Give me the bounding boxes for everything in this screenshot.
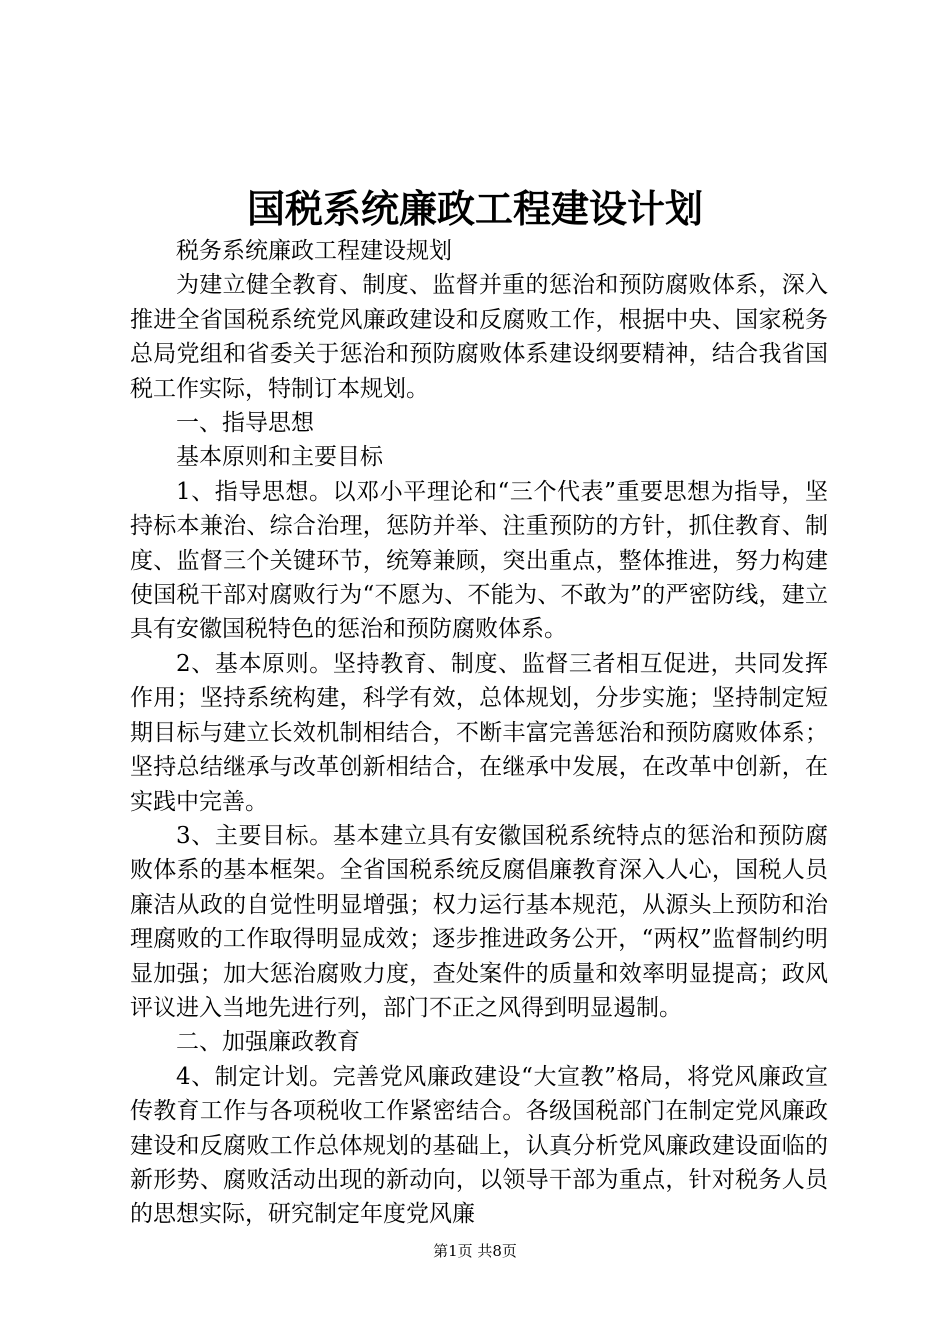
document-title: 国税系统廉政工程建设计划 [246,186,703,231]
paragraph-subtitle: 税务系统廉政工程建设规划 [176,238,452,264]
paragraph-plan: 4、制定计划。完善党风廉政建设“大宣教”格局，将党风廉政宣传教育工作与各项税收工作紧密结合。各级国税部门在制定党风廉政建设和反腐败工作总体规划的基础上，认真分析党风廉政建设面临的新形势、腐败活动出现的新动向，以领导干部为重点，针对税务人员的思想实际，研究制定年度党风廉 [130,1063,828,1228]
section-subheading: 基本原则和主要目标 [176,444,383,471]
document-body [130,234,828,1232]
paragraph-intro: 为建立健全教育、制度、监督并重的惩治和预防腐败体系，深入推进全省国税系统党风廉政建设和反腐败工作，根据中央、国家税务总局党组和省委关于惩治和预防腐败体系建设纲要精神，结合我省国税工作实际，特制订本规划。 [130,272,828,402]
section-heading-1: 一、指导思想 [176,410,314,437]
paragraph-guiding-thought: 1、指导思想。以邓小平理论和“三个代表”重要思想为指导，坚持标本兼治、综合治理，惩防并举、注重预防的方针，抓住教育、制度、监督三个关键环节，统筹兼顾，突出重点，整体推进，努力构建使国税干部对腐败行为“不愿为、不能为、不敢为”的严密防线，建立具有安徽国税特色的惩治和预防腐败体系。 [130,478,828,643]
page-number: 第1页 共8页 [433,1242,517,1260]
paragraph-basic-principles: 2、基本原则。坚持教育、制度、监督三者相互促进，共同发挥作用；坚持系统构建，科学有效，总体规划，分步实施；坚持制定短期目标与建立长效机制相结合，不断丰富完善惩治和预防腐败体系；坚持总结继承与改革创新相结合，在继承中发展，在改革中创新，在实践中完善。 [130,650,828,815]
paragraph-main-goals: 3、主要目标。基本建立具有安徽国税系统特点的惩治和预防腐败体系的基本框架。全省国税系统反腐倡廉教育深入人心，国税人员廉洁从政的自觉性明显增强；权力运行基本规范，从源头上预防和治理腐败的工作取得明显成效；逐步推进政务公开，“两权”监督制约明显加强；加大惩治腐败力度，查处案件的质量和效率明显提高；政风评议进入当地先进行列，部门不正之风得到明显遏制。 [130,822,828,1021]
section-heading-2: 二、加强廉政教育 [176,1029,360,1056]
